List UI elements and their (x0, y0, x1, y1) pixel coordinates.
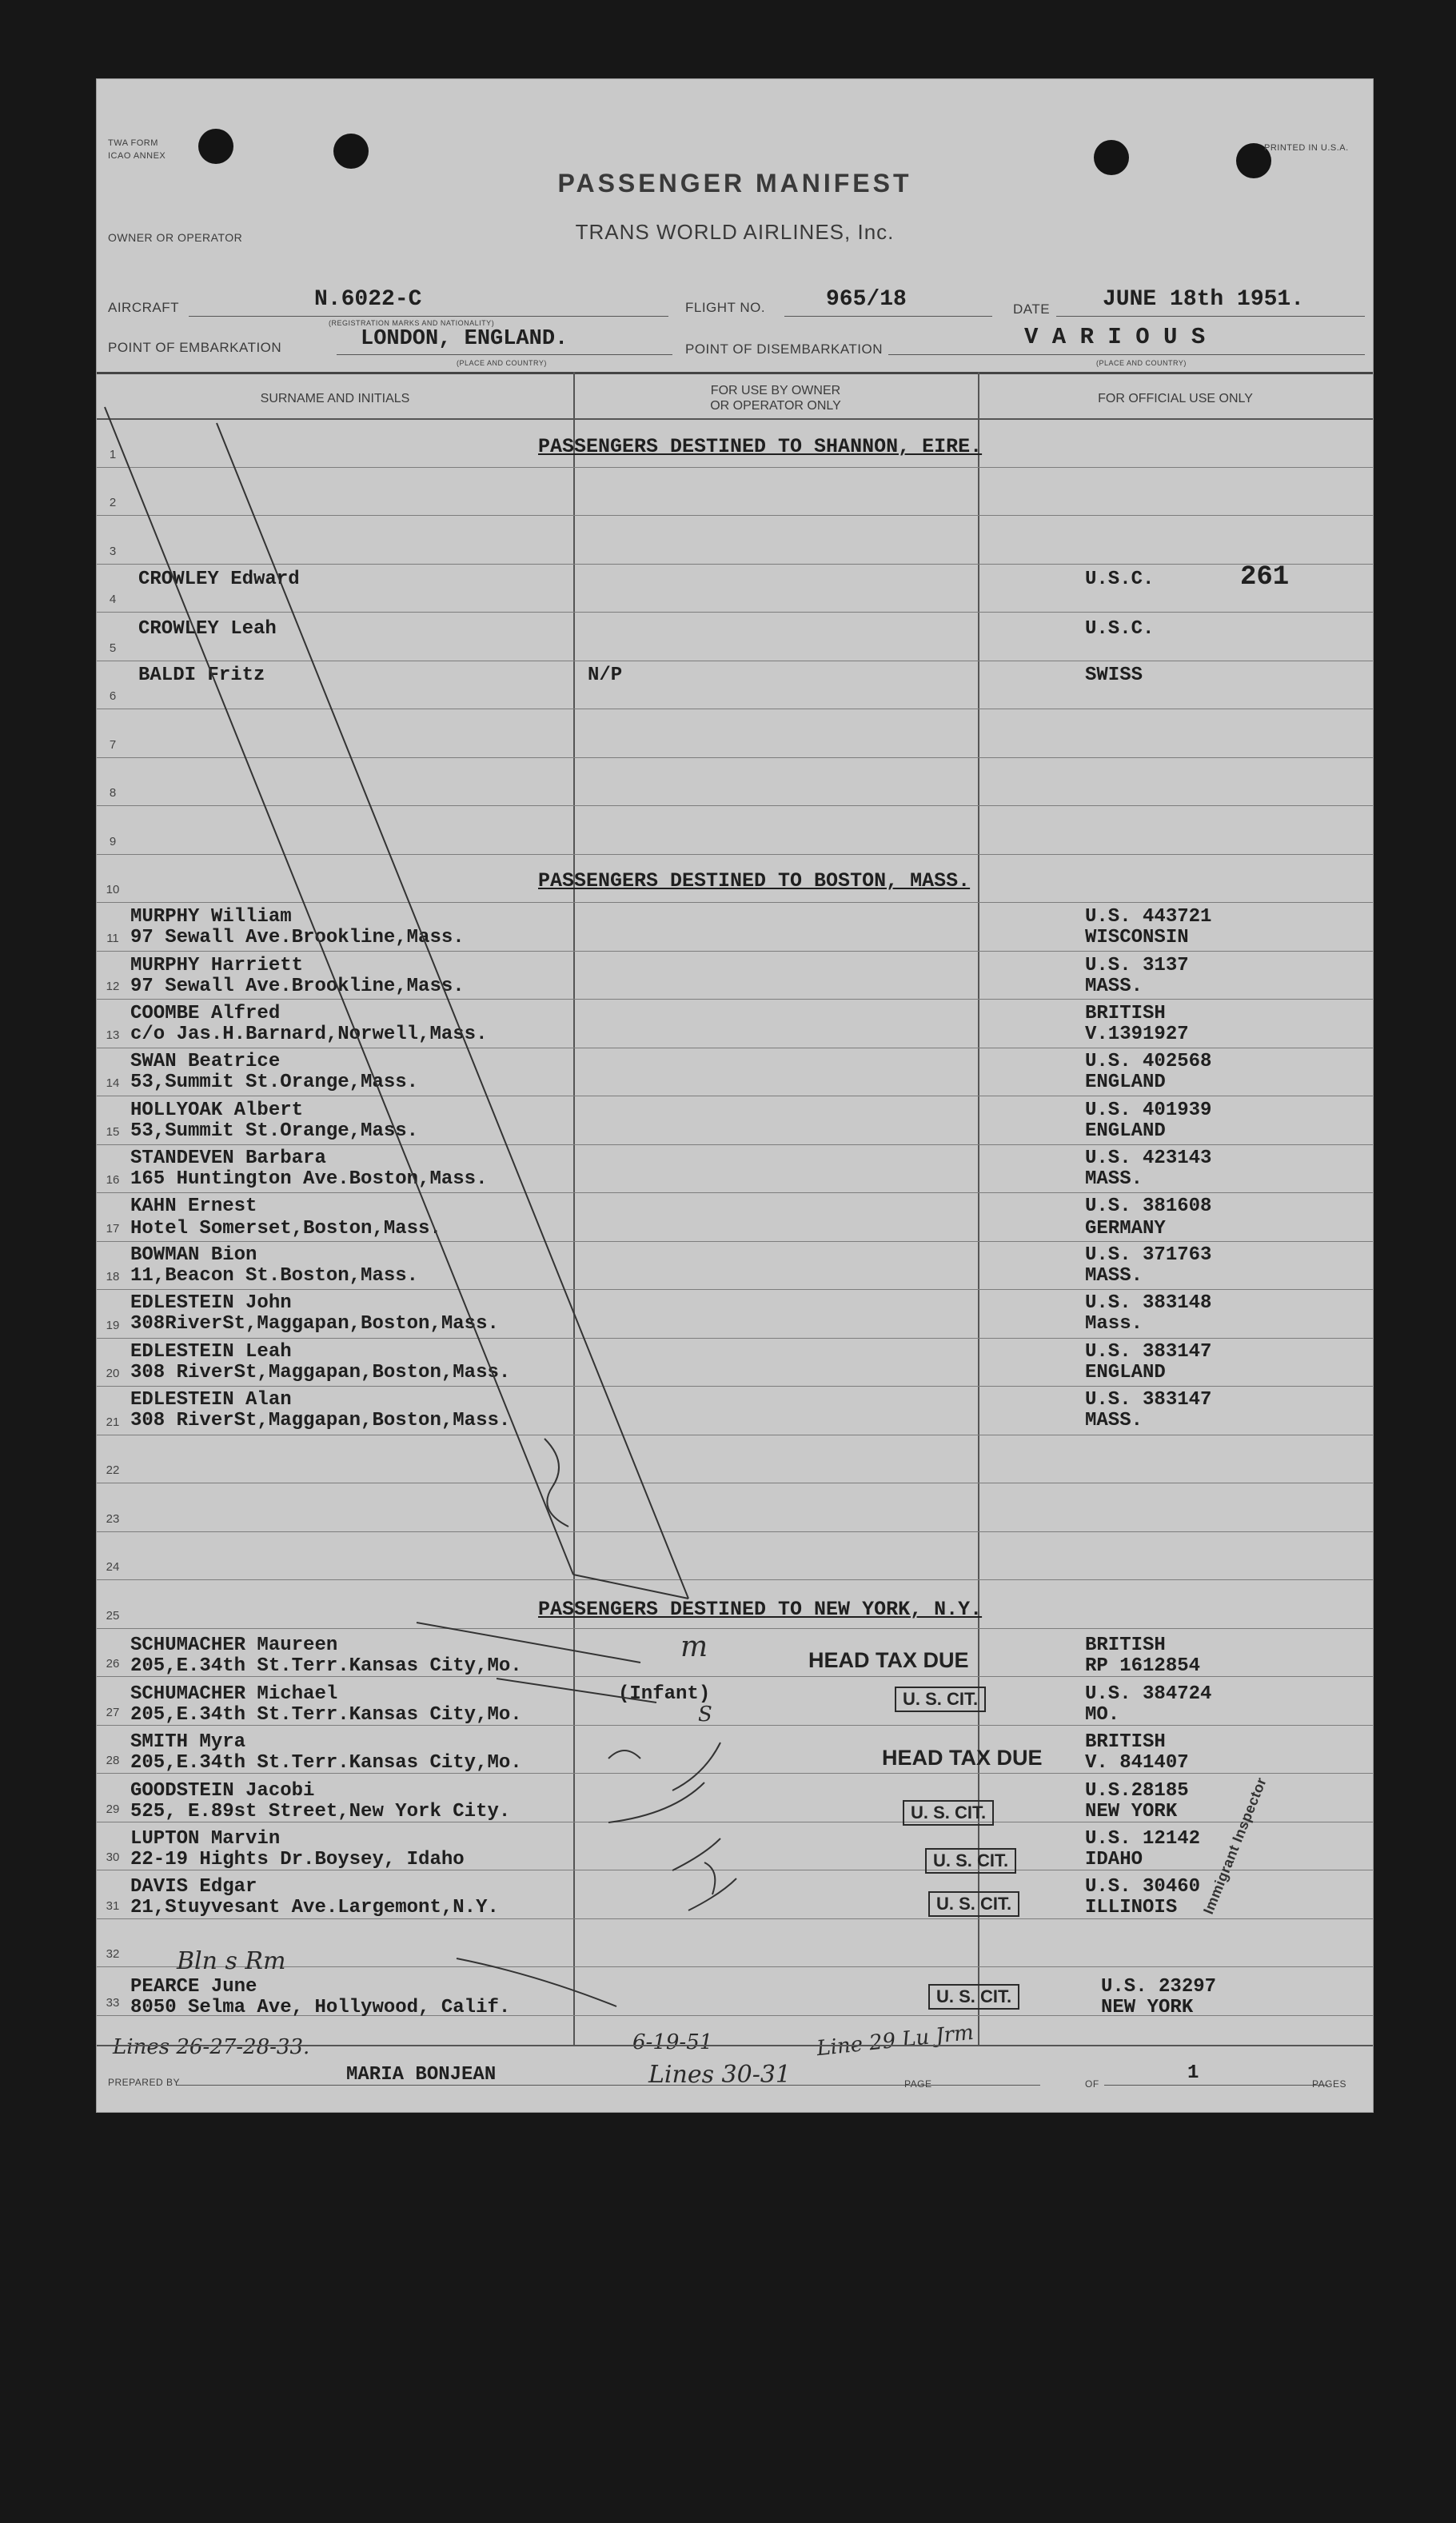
passenger-official-1: U.S. 3137 (1085, 955, 1189, 976)
passenger-official-2: MASS. (1085, 1265, 1143, 1287)
passenger-official-1: U.S. 23297 (1101, 1976, 1217, 1998)
row-number: 2 (109, 496, 117, 509)
row-number: 22 (106, 1463, 120, 1477)
cancel-line (217, 423, 688, 1599)
passenger-official-2: NEW YORK (1085, 1801, 1178, 1822)
pen-stroke (608, 1751, 640, 1759)
passenger-official-2: IDAHO (1085, 1849, 1143, 1870)
passenger-name: MURPHY Harriett (130, 955, 304, 976)
surname-column-header: SURNAME AND INITIALS (260, 392, 410, 405)
passenger-official-1: U.S. 402568 (1085, 1051, 1212, 1072)
us-citizen-stamp: U. S. CIT. (895, 1687, 986, 1712)
row-number: 12 (106, 980, 120, 993)
passenger-official-2: Mass. (1085, 1313, 1143, 1335)
row-number: 6 (109, 689, 117, 703)
passenger-name: CROWLEY Leah (138, 618, 277, 640)
pages-value: 1 (1187, 2062, 1199, 2084)
pen-markings (97, 79, 1373, 2112)
passenger-official-1: U.S. 383147 (1085, 1389, 1212, 1411)
passenger-official-2: ENGLAND (1085, 1120, 1166, 1142)
passenger-name: EDLESTEIN John (130, 1292, 292, 1314)
row-number: 3 (109, 544, 117, 558)
pen-stroke (608, 1782, 704, 1822)
icao-annex: ICAO ANNEX (108, 151, 166, 161)
row-number: 18 (106, 1270, 120, 1283)
passenger-name: DAVIS Edgar (130, 1876, 257, 1898)
pen-stroke (672, 1743, 720, 1790)
passenger-address: 97 Sewall Ave.Brookline,Mass. (130, 976, 465, 997)
passenger-owner-note: (Infant) (618, 1683, 711, 1705)
printed-in-usa: PRINTED IN U.S.A. (1264, 143, 1349, 153)
owner-column-header-2: OR OPERATOR ONLY (710, 399, 841, 413)
manifest-sheet (96, 78, 1374, 2113)
passenger-official-2: RP 1612854 (1085, 1655, 1201, 1677)
handwritten-date: 6-19-51 (632, 2030, 713, 2054)
owner-label: OWNER OR OPERATOR (108, 231, 243, 244)
passenger-name: BOWMAN Bion (130, 1244, 257, 1266)
row-number: 24 (106, 1560, 120, 1574)
passenger-official-2: WISCONSIN (1085, 927, 1189, 948)
disembark-note: (PLACE AND COUNTRY) (1096, 359, 1187, 367)
passenger-official-1: BRITISH (1085, 1003, 1166, 1024)
passenger-official-1: BRITISH (1085, 1635, 1166, 1656)
row-number: 15 (106, 1124, 120, 1139)
row-number: 27 (106, 1705, 120, 1719)
passenger-address: c/o Jas.H.Barnard,Norwell,Mass. (130, 1024, 488, 1045)
official-column-header: FOR OFFICIAL USE ONLY (1098, 392, 1253, 405)
passenger-address: 525, E.89st Street,New York City. (130, 1801, 511, 1822)
passenger-name: BALDI Fritz (138, 665, 265, 686)
handwritten-note: Lines 30-31 (648, 2061, 792, 2089)
passenger-official-2: ILLINOIS (1085, 1897, 1178, 1918)
disembarkation-label: POINT OF DISEMBARKATION (685, 341, 884, 357)
handwritten-mark: S (698, 1703, 712, 1727)
row-number: 16 (106, 1173, 120, 1187)
passenger-name: EDLESTEIN Alan (130, 1389, 292, 1411)
passenger-name: STANDEVEN Barbara (130, 1148, 326, 1169)
passenger-name: GOODSTEIN Jacobi (130, 1780, 315, 1802)
passenger-official-1: U.S.C. (1085, 618, 1155, 640)
date-value: JUNE 18th 1951. (1103, 287, 1305, 312)
passenger-official-2: MASS. (1085, 1410, 1143, 1431)
of-label: OF (1085, 2078, 1099, 2090)
handwritten-note: Line 29 Lu Jrm (815, 2020, 975, 2062)
passenger-official-1: U.S. 384724 (1085, 1683, 1212, 1705)
passenger-official-1: U.S. 381608 (1085, 1196, 1212, 1217)
row-number: 7 (109, 737, 117, 752)
pen-stroke (704, 1862, 715, 1894)
passenger-address: 11,Beacon St.Boston,Mass. (130, 1265, 419, 1287)
passenger-name: SCHUMACHER Michael (130, 1683, 338, 1705)
prepared-by-value: MARIA BONJEAN (346, 2064, 497, 2086)
date-label: DATE (1013, 301, 1051, 317)
passenger-official-1: U.S.28185 (1085, 1780, 1189, 1802)
passenger-address: 205,E.34th St.Terr.Kansas City,Mo. (130, 1752, 522, 1774)
row-number: 25 (106, 1608, 120, 1623)
passenger-official-1: U.S. 383148 (1085, 1292, 1212, 1314)
row-number: 32 (106, 1947, 120, 1961)
pen-stroke (417, 1623, 640, 1663)
aircraft-label: AIRCRAFT (108, 300, 179, 315)
embarkation-label: POINT OF EMBARKATION (108, 340, 282, 355)
cancel-line (105, 407, 573, 1575)
disembarkation-value: V A R I O U S (1024, 324, 1206, 350)
passenger-official-1: U.S. 12142 (1085, 1828, 1201, 1850)
passenger-name: SMITH Myra (130, 1731, 246, 1753)
passenger-name: EDLESTEIN Leah (130, 1341, 292, 1363)
row-number: 30 (106, 1850, 120, 1864)
passenger-owner-note: N/P (588, 665, 623, 686)
prepared-by-label: PREPARED BY (108, 2077, 180, 2088)
head-tax-due-stamp: HEAD TAX DUE (808, 1648, 969, 1672)
flight-value: 965/18 (826, 287, 907, 312)
head-tax-due-stamp: HEAD TAX DUE (882, 1746, 1043, 1770)
passenger-extra: 261 (1240, 562, 1290, 593)
passenger-official-1: U.S. 371763 (1085, 1244, 1212, 1266)
us-citizen-stamp: U. S. CIT. (928, 1891, 1019, 1917)
passenger-name: KAHN Ernest (130, 1196, 257, 1217)
row-number: 4 (109, 593, 117, 606)
row-number: 13 (106, 1028, 120, 1042)
passenger-official-2: GERMANY (1085, 1218, 1166, 1240)
embarkation-value: LONDON, ENGLAND. (361, 327, 568, 351)
pages-label: PAGES (1312, 2078, 1346, 2090)
cancel-line (573, 1575, 688, 1599)
passenger-official-2: MASS. (1085, 1168, 1143, 1190)
passenger-name: CROWLEY Edward (138, 569, 300, 590)
passenger-official-2: V. 841407 (1085, 1752, 1189, 1774)
pen-stroke (457, 1958, 616, 2006)
section-newyork: PASSENGERS DESTINED TO NEW YORK, N.Y. (538, 1598, 983, 1621)
registration-note: (REGISTRATION MARKS AND NATIONALITY) (329, 319, 495, 327)
passenger-name: HOLLYOAK Albert (130, 1100, 304, 1121)
passenger-official-2: ENGLAND (1085, 1072, 1166, 1093)
passenger-name: PEARCE June (130, 1976, 257, 1998)
passenger-address: 53,Summit St.Orange,Mass. (130, 1072, 419, 1093)
row-number: 11 (106, 931, 119, 945)
manifest-title: PASSENGER MANIFEST (557, 169, 912, 198)
passenger-address: 97 Sewall Ave.Brookline,Mass. (130, 927, 465, 948)
row-number: 17 (106, 1221, 120, 1236)
row-number: 5 (109, 641, 117, 655)
handwritten-signature: Bln s Rm (177, 1947, 286, 1975)
row-number: 23 (106, 1511, 120, 1526)
handwritten-note: Lines 26-27-28-33. (113, 2035, 310, 2059)
row-number: 10 (106, 883, 120, 896)
passenger-name: COOMBE Alfred (130, 1003, 281, 1024)
pen-stroke (497, 1679, 656, 1703)
pen-stroke (672, 1838, 720, 1870)
passenger-official-2: ENGLAND (1085, 1362, 1166, 1383)
row-number: 29 (106, 1802, 120, 1816)
passenger-official-1: U.S.C. (1085, 569, 1155, 590)
row-number: 33 (106, 1995, 120, 2010)
row-number: 14 (106, 1076, 120, 1090)
passenger-address: 308RiverSt,Maggapan,Boston,Mass. (130, 1313, 499, 1335)
passenger-name: MURPHY William (130, 906, 292, 928)
passenger-address: 21,Stuyvesant Ave.Largemont,N.Y. (130, 1897, 499, 1918)
immigrant-inspector-stamp: Immigrant Inspector (1200, 1774, 1270, 1917)
row-number: 9 (109, 834, 117, 848)
passenger-address: 205,E.34th St.Terr.Kansas City,Mo. (130, 1655, 522, 1677)
section-shannon: PASSENGERS DESTINED TO SHANNON, EIRE. (538, 435, 983, 458)
row-number: 28 (106, 1754, 120, 1767)
passenger-official-1: U.S. 30460 (1085, 1876, 1201, 1898)
passenger-address: 8050 Selma Ave, Hollywood, Calif. (130, 1997, 511, 2018)
row-number: 21 (106, 1415, 120, 1429)
passenger-address: 308 RiverSt,Maggapan,Boston,Mass. (130, 1362, 511, 1383)
passenger-name: SWAN Beatrice (130, 1051, 281, 1072)
embark-note: (PLACE AND COUNTRY) (457, 359, 547, 367)
us-citizen-stamp: U. S. CIT. (928, 1984, 1019, 2010)
passenger-address: 22-19 Hights Dr.Boysey, Idaho (130, 1849, 465, 1870)
passenger-official-2: MO. (1085, 1704, 1120, 1726)
passenger-official-1: SWISS (1085, 665, 1143, 686)
passenger-official-1: U.S. 443721 (1085, 906, 1212, 928)
passenger-official-2: NEW YORK (1101, 1997, 1194, 2018)
row-number: 8 (109, 786, 117, 800)
handwritten-mark: m (680, 1631, 708, 1663)
owner-column-header-1: FOR USE BY OWNER (710, 384, 841, 397)
passenger-official-1: U.S. 383147 (1085, 1341, 1212, 1363)
passenger-address: Hotel Somerset,Boston,Mass. (130, 1218, 441, 1240)
passenger-official-1: U.S. 401939 (1085, 1100, 1212, 1121)
row-number: 31 (106, 1898, 120, 1913)
form-number: TWA FORM (108, 138, 158, 148)
aircraft-value: N.6022-C (314, 287, 422, 312)
passenger-name: SCHUMACHER Maureen (130, 1635, 338, 1656)
passenger-address: 205,E.34th St.Terr.Kansas City,Mo. (130, 1704, 522, 1726)
us-citizen-stamp: U. S. CIT. (925, 1848, 1016, 1874)
row-number: 26 (106, 1657, 120, 1671)
passenger-official-1: U.S. 423143 (1085, 1148, 1212, 1169)
airline-name: TRANS WORLD AIRLINES, Inc. (575, 220, 895, 244)
passenger-official-1: BRITISH (1085, 1731, 1166, 1753)
row-number: 1 (109, 447, 117, 461)
passenger-official-2: MASS. (1085, 976, 1143, 997)
section-boston: PASSENGERS DESTINED TO BOSTON, MASS. (538, 869, 971, 892)
passenger-address: 165 Huntington Ave.Boston,Mass. (130, 1168, 488, 1190)
us-citizen-stamp: U. S. CIT. (903, 1800, 994, 1826)
row-number: 19 (106, 1318, 120, 1332)
page-label: PAGE (904, 2078, 932, 2090)
row-number: 20 (106, 1367, 120, 1380)
passenger-address: 53,Summit St.Orange,Mass. (130, 1120, 419, 1142)
flight-label: FLIGHT NO. (685, 300, 766, 315)
passenger-name: LUPTON Marvin (130, 1828, 281, 1850)
passenger-official-2: V.1391927 (1085, 1024, 1189, 1045)
passenger-address: 308 RiverSt,Maggapan,Boston,Mass. (130, 1410, 511, 1431)
